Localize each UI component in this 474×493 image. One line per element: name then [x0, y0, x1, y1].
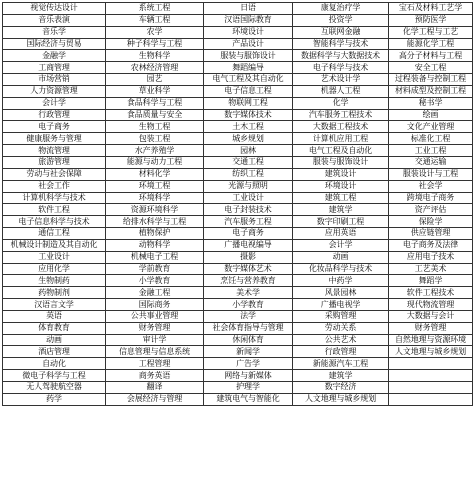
table-cell: 新能源汽车工程	[293, 358, 389, 370]
table-cell: 城乡规划	[204, 133, 293, 145]
majors-table	[2, 2, 473, 406]
table-cell: 音乐学	[3, 26, 106, 38]
table-cell: 通信工程	[3, 228, 106, 240]
table-cell: 数字印刷工程	[293, 216, 389, 228]
table-cell: 烹饪与营养教育	[204, 275, 293, 287]
table-cell: 电子商务及法律	[389, 239, 473, 251]
table-cell: 建筑学	[293, 370, 389, 382]
table-cell: 供应链管理	[389, 228, 473, 240]
table-cell: 电子商务	[204, 228, 293, 240]
table-cell: 互联网金融	[293, 26, 389, 38]
table-cell: 中药学	[293, 275, 389, 287]
table-row	[3, 192, 473, 204]
table-cell: 工业设计	[3, 251, 106, 263]
table-cell: 广播电视编导	[204, 239, 293, 251]
table-cell: 化学工程与工艺	[389, 26, 473, 38]
table-cell: 网络与新媒体	[204, 370, 293, 382]
table-cell: 软件工程技术	[389, 287, 473, 299]
table-cell: 电子封装技术	[204, 204, 293, 216]
table-cell: 新闻学	[204, 346, 293, 358]
table-cell: 秘书学	[389, 97, 473, 109]
table-cell: 生物制药	[3, 275, 106, 287]
table-row	[3, 382, 473, 394]
table-cell: 数据科学与大数据技术	[293, 50, 389, 62]
table-cell: 人文地理与城乡规划	[389, 346, 473, 358]
table-cell: 标准化工程	[389, 133, 473, 145]
table-cell: 财务管理	[106, 322, 204, 334]
table-cell: 人力资源管理	[3, 85, 106, 97]
table-cell: 社会体育指导与管理	[204, 322, 293, 334]
table-row	[3, 180, 473, 192]
table-row	[3, 310, 473, 322]
table-cell: 体育教育	[3, 322, 106, 334]
table-cell: 视觉传达设计	[3, 3, 106, 15]
table-cell: 信息管理与信息系统	[106, 346, 204, 358]
table-row	[3, 50, 473, 62]
table-cell: 服装与服饰设计	[293, 156, 389, 168]
table-cell: 动物科学	[106, 239, 204, 251]
table-cell: 投资学	[293, 14, 389, 26]
table-cell: 数字经济	[293, 382, 389, 394]
table-cell: 行政管理	[3, 109, 106, 121]
majors-table-body	[3, 3, 473, 406]
table-cell: 摄影	[204, 251, 293, 263]
table-cell: 食品科学与工程	[106, 97, 204, 109]
table-row	[3, 74, 473, 86]
table-row	[3, 275, 473, 287]
table-cell: 音乐表演	[3, 14, 106, 26]
table-row	[3, 251, 473, 263]
table-cell: 软件工程	[3, 204, 106, 216]
table-row	[3, 121, 473, 133]
table-cell: 环境科学	[106, 192, 204, 204]
table-cell: 产品设计	[204, 38, 293, 50]
table-cell: 保险学	[389, 216, 473, 228]
table-cell: 工业设计	[204, 192, 293, 204]
table-cell: 应用电子技术	[389, 251, 473, 263]
table-row	[3, 38, 473, 50]
table-cell: 风景园林	[293, 287, 389, 299]
table-cell: 汽车服务工程技术	[293, 109, 389, 121]
table-cell: 数字媒体艺术	[204, 263, 293, 275]
table-cell: 动画	[3, 334, 106, 346]
table-cell: 土木工程	[204, 121, 293, 133]
table-cell: 种子科学与工程	[106, 38, 204, 50]
table-row	[3, 145, 473, 157]
table-cell: 人文地理与城乡规划	[293, 393, 389, 405]
table-cell: 舞蹈编导	[204, 62, 293, 74]
table-cell: 采购管理	[293, 310, 389, 322]
table-row	[3, 85, 473, 97]
table-cell: 材料化学	[106, 168, 204, 180]
table-row	[3, 393, 473, 405]
table-cell: 艺术设计学	[293, 74, 389, 86]
table-row	[3, 263, 473, 275]
table-cell: 学前教育	[106, 263, 204, 275]
table-cell: 材料成型及控制工程	[389, 85, 473, 97]
table-cell: 机械电子工程	[106, 251, 204, 263]
table-cell: 植物保护	[106, 228, 204, 240]
table-cell: 社会工作	[3, 180, 106, 192]
table-cell: 水产养殖学	[106, 145, 204, 157]
table-cell: 化学	[293, 97, 389, 109]
table-cell: 建筑电气与智能化	[204, 393, 293, 405]
table-cell: 文化产业管理	[389, 121, 473, 133]
table-cell: 劳动与社会保障	[3, 168, 106, 180]
table-cell: 生物科学	[106, 50, 204, 62]
table-cell: 交通工程	[204, 156, 293, 168]
table-row	[3, 3, 473, 15]
table-cell: 舞蹈学	[389, 275, 473, 287]
table-row	[3, 370, 473, 382]
table-cell: 美术学	[204, 287, 293, 299]
table-cell: 物流管理	[3, 145, 106, 157]
table-cell: 环境工程	[106, 180, 204, 192]
table-cell: 光源与照明	[204, 180, 293, 192]
table-cell: 资源环境科学	[106, 204, 204, 216]
table-cell: 市场营销	[3, 74, 106, 86]
table-row	[3, 346, 473, 358]
table-row	[3, 156, 473, 168]
table-cell: 园艺	[106, 74, 204, 86]
table-cell: 广播电视学	[293, 299, 389, 311]
table-cell: 电子科学与技术	[293, 62, 389, 74]
table-cell: 农林经济管理	[106, 62, 204, 74]
table-cell: 环境设计	[204, 26, 293, 38]
table-cell: 行政管理	[293, 346, 389, 358]
table-cell	[389, 370, 473, 382]
table-cell: 食品质量与安全	[106, 109, 204, 121]
table-cell: 农学	[106, 26, 204, 38]
table-cell: 酒店管理	[3, 346, 106, 358]
table-cell: 自然地理与资源环境	[389, 334, 473, 346]
table-cell: 日语	[204, 3, 293, 15]
table-cell	[389, 382, 473, 394]
table-cell: 小学教育	[204, 299, 293, 311]
table-row	[3, 97, 473, 109]
table-cell: 资产评估	[389, 204, 473, 216]
table-cell: 环境设计	[293, 180, 389, 192]
table-row	[3, 334, 473, 346]
table-cell: 跨境电子商务	[389, 192, 473, 204]
table-cell: 电子信息科学与技术	[3, 216, 106, 228]
table-row	[3, 287, 473, 299]
table-cell: 广告学	[204, 358, 293, 370]
table-cell: 预防医学	[389, 14, 473, 26]
table-cell: 绘画	[389, 109, 473, 121]
table-cell: 药学	[3, 393, 106, 405]
table-row	[3, 133, 473, 145]
table-cell: 建筑工程	[293, 192, 389, 204]
table-cell: 机械设计制造及其自动化	[3, 239, 106, 251]
table-cell: 旅游管理	[3, 156, 106, 168]
table-cell: 英语	[3, 310, 106, 322]
table-cell: 商务英语	[106, 370, 204, 382]
table-cell: 会展经济与管理	[106, 393, 204, 405]
table-cell: 计算机应用工程	[293, 133, 389, 145]
table-cell: 现代物流管理	[389, 299, 473, 311]
table-cell: 计算机科学与技术	[3, 192, 106, 204]
table-row	[3, 26, 473, 38]
table-row	[3, 62, 473, 74]
table-cell: 小学教育	[106, 275, 204, 287]
table-cell: 数字媒体技术	[204, 109, 293, 121]
table-cell: 服装与服饰设计	[204, 50, 293, 62]
table-cell: 能源化学工程	[389, 38, 473, 50]
table-cell: 给排水科学与工程	[106, 216, 204, 228]
table-cell: 康复治疗学	[293, 3, 389, 15]
table-cell: 安全工程	[389, 62, 473, 74]
table-cell: 电气工程及自动化	[293, 145, 389, 157]
table-row	[3, 168, 473, 180]
table-row	[3, 216, 473, 228]
table-cell: 车辆工程	[106, 14, 204, 26]
table-cell: 金融学	[3, 50, 106, 62]
table-cell: 大数据工程技术	[293, 121, 389, 133]
table-cell: 健康服务与管理	[3, 133, 106, 145]
table-row	[3, 204, 473, 216]
table-cell: 自动化	[3, 358, 106, 370]
table-cell: 纺织工程	[204, 168, 293, 180]
table-cell: 无人驾驶航空器	[3, 382, 106, 394]
table-cell: 公共艺术	[293, 334, 389, 346]
table-cell: 汽车服务工程	[204, 216, 293, 228]
table-cell: 财务管理	[389, 322, 473, 334]
table-cell: 审计学	[106, 334, 204, 346]
table-cell: 应用英语	[293, 228, 389, 240]
table-cell: 金融工程	[106, 287, 204, 299]
table-cell: 工业工程	[389, 145, 473, 157]
table-cell: 建筑学	[293, 204, 389, 216]
table-cell	[389, 393, 473, 405]
table-cell: 动画	[293, 251, 389, 263]
table-cell: 微电子科学与工程	[3, 370, 106, 382]
table-row	[3, 14, 473, 26]
table-cell: 物联网工程	[204, 97, 293, 109]
table-cell	[389, 358, 473, 370]
table-cell: 草业科学	[106, 85, 204, 97]
table-cell: 公共事业管理	[106, 310, 204, 322]
table-cell: 园林	[204, 145, 293, 157]
table-cell: 社会学	[389, 180, 473, 192]
table-cell: 电子商务	[3, 121, 106, 133]
table-cell: 包装工程	[106, 133, 204, 145]
table-cell: 交通运输	[389, 156, 473, 168]
table-cell: 汉语言文学	[3, 299, 106, 311]
table-cell: 翻译	[106, 382, 204, 394]
table-cell: 电气工程及其自动化	[204, 74, 293, 86]
table-cell: 汉语国际教育	[204, 14, 293, 26]
table-cell: 高分子材料与工程	[389, 50, 473, 62]
table-cell: 服装设计与工程	[389, 168, 473, 180]
table-cell: 过程装备与控制工程	[389, 74, 473, 86]
table-cell: 系统工程	[106, 3, 204, 15]
table-cell: 建筑设计	[293, 168, 389, 180]
table-row	[3, 322, 473, 334]
table-cell: 电子信息工程	[204, 85, 293, 97]
table-cell: 药物制剂	[3, 287, 106, 299]
table-cell: 能源与动力工程	[106, 156, 204, 168]
table-cell: 护理学	[204, 382, 293, 394]
table-cell: 生物工程	[106, 121, 204, 133]
table-row	[3, 109, 473, 121]
table-cell: 大数据与会计	[389, 310, 473, 322]
table-row	[3, 239, 473, 251]
table-cell: 工商管理	[3, 62, 106, 74]
table-cell: 智能科学与技术	[293, 38, 389, 50]
table-row	[3, 228, 473, 240]
table-cell: 法学	[204, 310, 293, 322]
table-cell: 机器人工程	[293, 85, 389, 97]
table-cell: 工艺美术	[389, 263, 473, 275]
table-cell: 国际经济与贸易	[3, 38, 106, 50]
table-row	[3, 299, 473, 311]
table-cell: 会计学	[293, 239, 389, 251]
table-cell: 宝石及材料工艺学	[389, 3, 473, 15]
table-cell: 国际商务	[106, 299, 204, 311]
table-cell: 工程管理	[106, 358, 204, 370]
table-row	[3, 358, 473, 370]
table-cell: 应用化学	[3, 263, 106, 275]
table-cell: 化妆品科学与技术	[293, 263, 389, 275]
table-cell: 休闲体育	[204, 334, 293, 346]
table-cell: 劳动关系	[293, 322, 389, 334]
table-cell: 会计学	[3, 97, 106, 109]
